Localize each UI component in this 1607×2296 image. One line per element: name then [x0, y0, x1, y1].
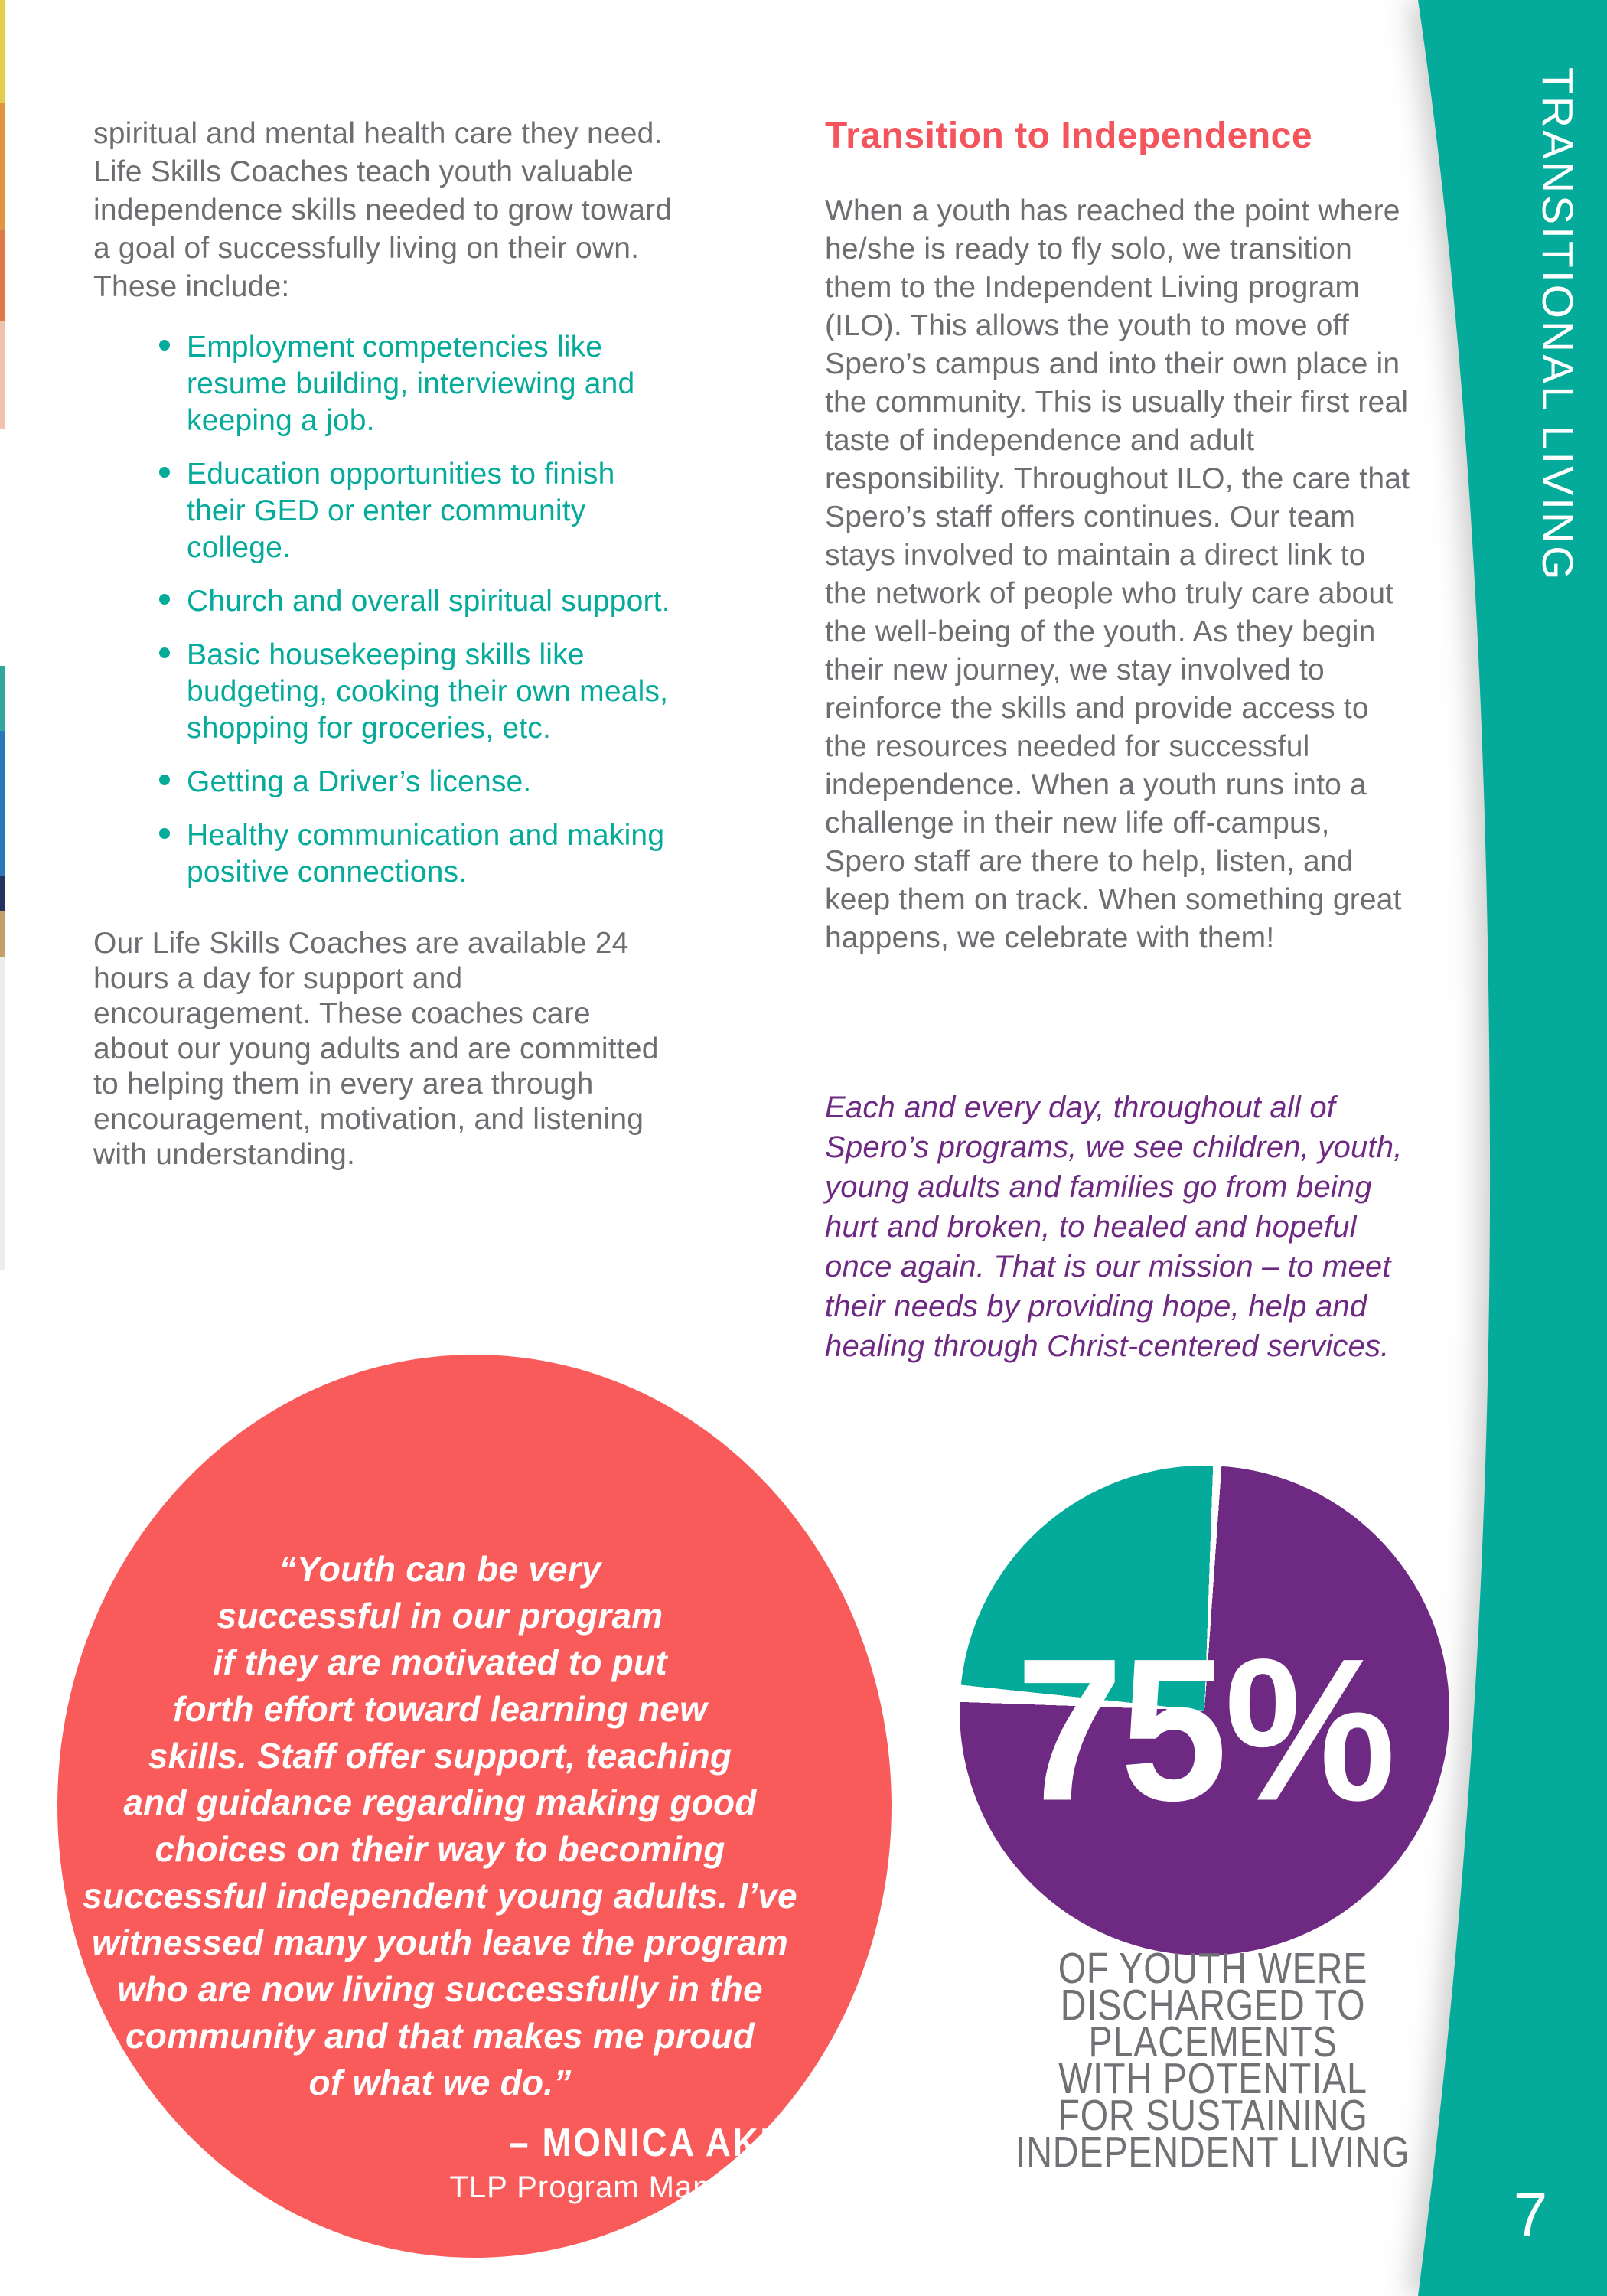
- quote-line: choices on their way to becoming: [155, 1829, 725, 1869]
- intro-paragraph: spiritual and mental health care they need. Life Skills Coaches teach youth valuable independence skills needed to grow toward a goal of successfully living on their own. These include:: [93, 117, 673, 303]
- left-edge-bleed: [0, 0, 5, 1270]
- section-heading: Transition to Independence: [825, 116, 1313, 156]
- mission-paragraph: Each and every day, throughout all of Spero’s programs, we see children, youth, young adults and families go from being hurt and broken, to healed and hopeful once again. That is our mission – to meet their needs by providing hope, help and healing through Christ-centered services.: [825, 1091, 1403, 1363]
- bullet-dot-icon: [159, 594, 170, 605]
- quote-line: successful independent young adults. I’ve: [83, 1876, 797, 1916]
- stat-caption: [993, 1944, 1433, 2177]
- pie-center-label: 75%: [1015, 1616, 1393, 1844]
- stat-caption-line: INDEPENDENT LIVING: [1015, 2128, 1410, 2177]
- list-item-text: Basic housekeeping skills like budgeting, cooking their own meals, shopping for groceries, etc.: [187, 638, 669, 745]
- bleed-segment: [0, 957, 5, 1270]
- page-number: 7: [1513, 2180, 1548, 2249]
- list-item-text: Church and overall spiritual support.: [187, 585, 670, 618]
- stat-caption-line: FOR SUSTAINING: [1058, 2091, 1368, 2140]
- list-item: [155, 329, 661, 439]
- quote-line: of what we do.”: [308, 2063, 572, 2102]
- bullet-dot-icon: [159, 340, 170, 351]
- list-item-text: Education opportunities to finish their GED or enter community college.: [187, 458, 615, 564]
- bleed-segment: [0, 230, 5, 321]
- bullet-dot-icon: [159, 467, 170, 478]
- bleed-segment: [0, 321, 5, 429]
- quote-line: successful in our program: [217, 1596, 663, 1636]
- bullet-dot-icon: [159, 775, 170, 785]
- bleed-segment: [0, 911, 5, 957]
- right-column: [825, 115, 1468, 1366]
- bleed-segment: [0, 666, 5, 731]
- list-item: [155, 456, 676, 566]
- stat-caption-line: WITH POTENTIAL: [1058, 2054, 1367, 2103]
- list-item-text: Getting a Driver’s license.: [187, 765, 532, 798]
- quote-line: forth effort toward learning new: [172, 1689, 708, 1729]
- list-item: [155, 583, 698, 620]
- left-column: [93, 115, 698, 1172]
- bullet-dot-icon: [159, 647, 170, 658]
- list-item: [155, 637, 698, 747]
- list-item-text: Healthy communication and making positive connections.: [187, 819, 665, 889]
- stat-caption-line: PLACEMENTS: [1088, 2017, 1338, 2066]
- quote-line: “Youth can be very: [279, 1549, 601, 1589]
- bullet-dot-icon: [159, 828, 170, 839]
- pie-chart: [960, 1466, 1449, 1955]
- coaches-paragraph: Our Life Skills Coaches are available 24 hours a day for support and encouragement. These coaches care about our young adults and are committed to helping them in every area through encouragement, motivation, and listening with understanding.: [93, 927, 659, 1171]
- quote-attribution: – MONICA AKES,: [509, 2121, 823, 2165]
- stat-caption-line: OF YOUTH WERE: [1058, 1944, 1368, 1993]
- quote-line: and guidance regarding making good: [123, 1782, 757, 1822]
- quote-line: who are now living successfully in the: [117, 1969, 763, 2009]
- list-item: [155, 764, 698, 801]
- quote-bubble: [57, 1355, 892, 2258]
- bleed-segment: [0, 429, 5, 666]
- quote-line: witnessed many youth leave the program: [92, 1923, 788, 1962]
- list-item: [155, 817, 676, 891]
- section-label-vertical: TRANSITIONAL LIVING: [1533, 67, 1582, 582]
- skills-list: [93, 329, 698, 891]
- bleed-segment: [0, 731, 5, 876]
- quote-attribution-title: TLP Program Manager: [449, 2170, 775, 2204]
- quote-line: if they are motivated to put: [213, 1642, 667, 1682]
- bleed-segment: [0, 0, 5, 103]
- body-paragraph: When a youth has reached the point where he/she is ready to fly solo, we transition them to the Independent Living program (ILO). This allows the youth to move off Spero’s campus and into their own place in the community. This is usually their first real taste of independence and adult responsibility. Throughout ILO, the care that Spero’s staff offers continues. Our team stays involved to maintain a direct link to the network of people who truly care about the well-being of the youth. As they begin their new journey, we stay involved to reinforce the skills and provide access to the resources needed for successful independence. When a youth runs into a challenge in their new life off-campus, Spero staff are there to help, listen, and keep them on track. When something great happens, we celebrate with them!: [825, 194, 1410, 954]
- quote-text: [57, 1546, 823, 2106]
- list-item-text: Employment competencies like resume building, interviewing and keeping a job.: [187, 331, 635, 437]
- bleed-segment: [0, 103, 5, 230]
- quote-line: community and that makes me proud: [125, 2016, 755, 2056]
- stat-caption-line: DISCHARGED TO: [1060, 1981, 1366, 2030]
- quote-line: skills. Staff offer support, teaching: [148, 1736, 732, 1776]
- bleed-segment: [0, 876, 5, 911]
